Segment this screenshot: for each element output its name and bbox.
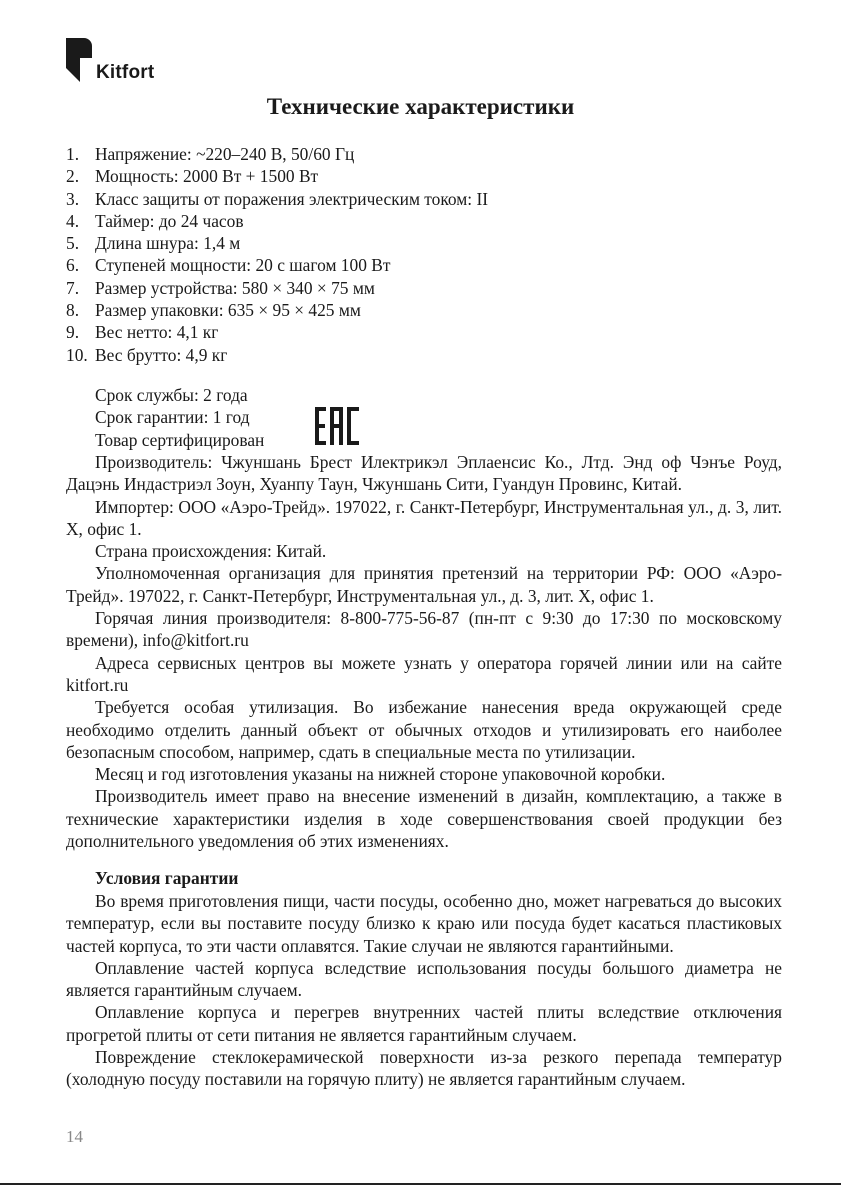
hotline-info: Горячая линия производителя: 8-800-775-56-87 (пн-пт с 9:30 до 17:30 по московскому времени), info@kitfort.ru xyxy=(66,608,782,651)
spec-item: 4. Таймер: до 24 часов xyxy=(66,210,244,231)
warranty-paragraph: Повреждение стеклокерамической поверхности из-за резкого перепада температур (холодную посуду поставили на горячую плиту) не является гарантийным случаем. xyxy=(66,1047,782,1090)
info-section xyxy=(66,451,782,852)
origin-country: Страна происхождения: Китай. xyxy=(95,541,327,562)
certification-note: Товар сертифицирован xyxy=(95,429,265,450)
service-centers-info: Адреса сервисных центров вы можете узнать у оператора горячей линии или на сайте kitfort.ru xyxy=(66,652,782,695)
spec-item: 3. Класс защиты от поражения электрическим током: II xyxy=(66,188,489,209)
spec-item: 5. Длина шнура: 1,4 м xyxy=(66,233,241,254)
brand-name: Kitfort xyxy=(96,62,155,83)
importer-info: Импортер: ООО «Аэро-Трейд». 197022, г. Санкт-Петербург, Инструментальная ул., д. 3, лит. Х, офис 1. xyxy=(66,496,782,539)
kitfort-logo-icon xyxy=(66,38,92,82)
manufacturer-info: Производитель: Чжуншань Брест Илектрикэл Эплаенсис Ко., Лтд. Энд оф Чэнъе Роуд, Дацэнь Индастриэл Зоун, Хуанпу Таун, Чжуншань Сити, Гуандун Провинс, Китай. xyxy=(66,452,782,495)
spec-item: 7. Размер устройства: 580 × 340 × 75 мм xyxy=(66,277,375,298)
page-title: Технические характеристики xyxy=(266,94,575,119)
authorized-organization: Уполномоченная организация для принятия претензий на территории РФ: ООО «Аэро-Трейд». 197022, г. Санкт-Петербург, Инструментальная ул., д. 3, лит. Х, офис 1. xyxy=(66,563,782,606)
spec-item: 6. Ступеней мощности: 20 с шагом 100 Вт xyxy=(66,255,391,276)
specs-list xyxy=(66,143,488,366)
spec-item: 1. Напряжение: ~220–240 В, 50/60 Гц xyxy=(66,144,355,164)
service-info xyxy=(66,384,782,451)
page-bottom-border xyxy=(0,1183,841,1185)
page-number: 14 xyxy=(66,1127,83,1146)
spec-item: 8. Размер упаковки: 635 × 95 × 425 мм xyxy=(66,300,361,321)
changes-notice: Производитель имеет право на внесение изменений в дизайн, комплектацию, а также в технические характеристики изделия в ходе совершенствования своей продукции без дополнительного уведомления об этих изменениях. xyxy=(66,786,782,852)
spec-item: 9. Вес нетто: 4,1 кг xyxy=(66,322,219,343)
service-lifetime: Срок службы: 2 года xyxy=(95,385,248,405)
warranty-paragraph: Оплавление корпуса и перегрев внутренних частей плиты вследствие отключения прогретой плиты от сети питания не является гарантийным случаем. xyxy=(66,1002,782,1045)
manufacture-date-info: Месяц и год изготовления указаны на нижней стороне упаковочной коробки. xyxy=(95,764,666,785)
warranty-section-title: Условия гарантии xyxy=(95,868,239,888)
disposal-info: Требуется особая утилизация. Во избежание нанесения вреда окружающей среде необходимо отделить данный объект от обычных отходов и утилизировать его наиболее безопасным способом, например, сдать в специальные места по утилизации. xyxy=(66,697,782,762)
spec-item: 10. Вес брутто: 4,9 кг xyxy=(66,344,228,365)
brand-logo xyxy=(66,38,154,82)
warranty-paragraph: Во время приготовления пищи, части посуды, особенно дно, может нагреваться до высоких температур, если вы поставите посуду близко к краю или посуда будет касаться пластиковых частей корпуса, то эти части оплавятся. Такие случаи не являются гарантийными. xyxy=(66,891,782,956)
eac-mark-icon xyxy=(315,407,359,445)
warranty-paragraph: Оплавление частей корпуса вследствие использования посуды большого диаметра не является гарантийным случаем. xyxy=(66,957,782,1001)
warranty-section xyxy=(66,890,782,1091)
warranty-period: Срок гарантии: 1 год xyxy=(95,407,250,428)
spec-item: 2. Мощность: 2000 Вт + 1500 Вт xyxy=(66,166,319,187)
